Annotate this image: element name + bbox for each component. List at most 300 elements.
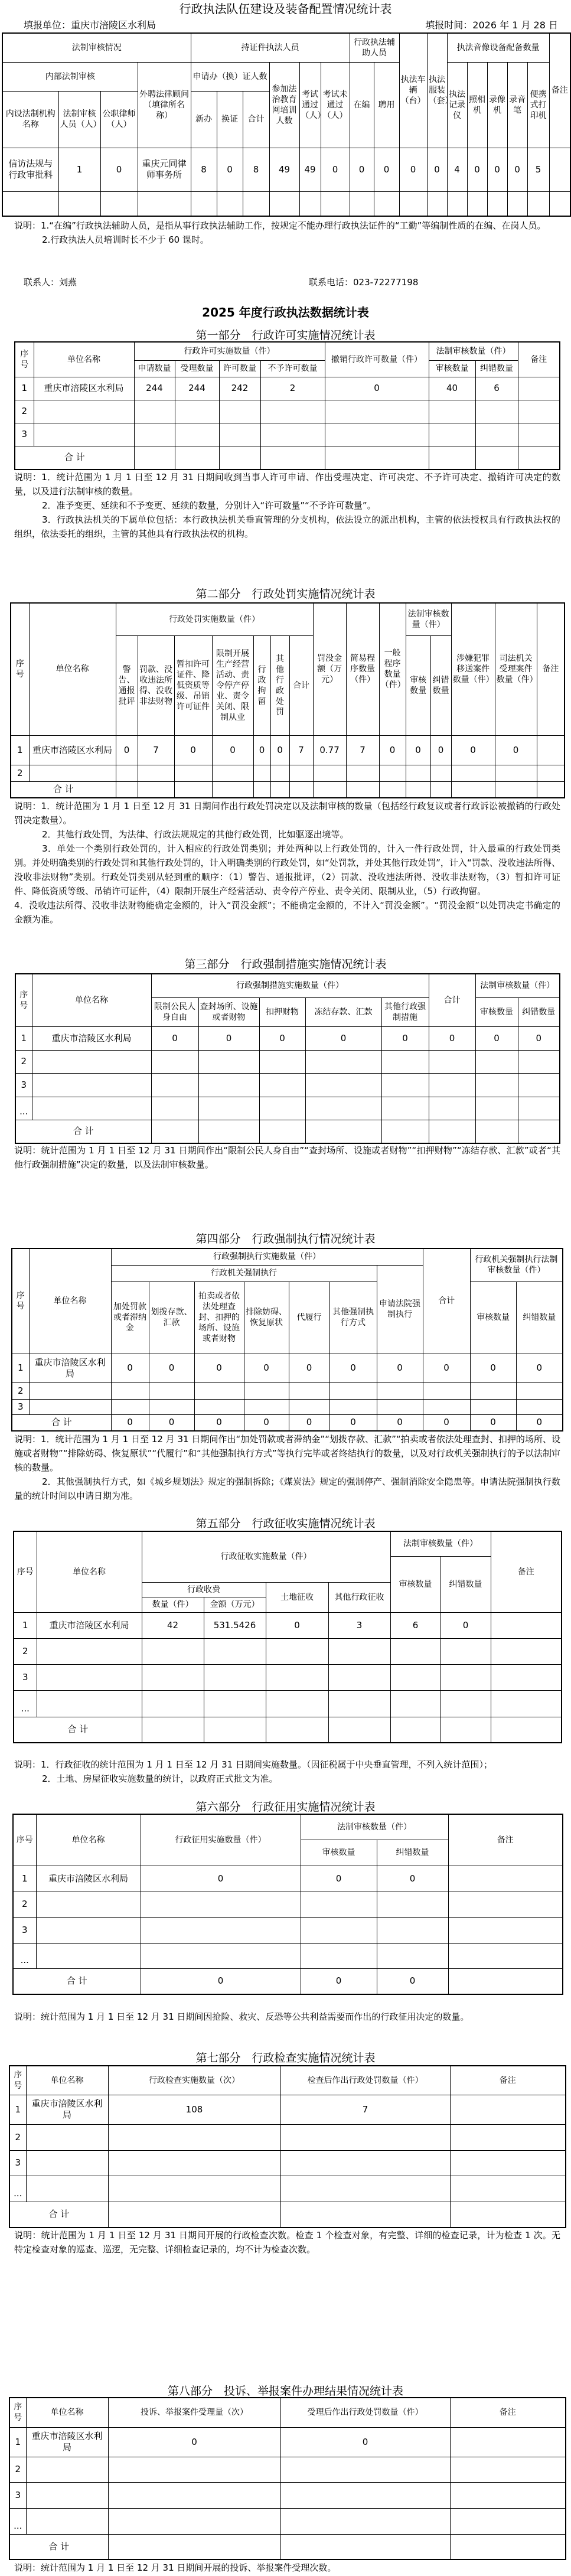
value-cell: 0 <box>111 1354 149 1382</box>
value-cell: 0 <box>516 1354 563 1382</box>
note-paragraph: 说明：统计范围为 1 月 1 日至 12 月 31 日期间因抢险、救灾、反恐等公共利益需要而作出的行政征用决定的数量。 <box>14 2011 469 2022</box>
header-unit: 单位名称 <box>36 1814 141 1866</box>
header-no: 序号 <box>14 1531 37 1612</box>
unit-name-cell <box>37 1690 142 1717</box>
value-cell: 0 <box>266 1612 328 1638</box>
unit-name-cell <box>36 1943 141 1968</box>
header-training: 参加法治教育网培训人数 <box>269 62 299 148</box>
part7-notes <box>14 2228 560 2257</box>
value-cell <box>518 377 560 400</box>
header-new-cert: 新办 <box>191 91 217 148</box>
header-legal-review: 法制审核情况 <box>2 33 191 62</box>
header-warning: 警告、通报批评 <box>116 635 138 735</box>
value-cell <box>377 1917 448 1943</box>
value-cell <box>280 2202 450 2228</box>
fill-unit: 填报单位：重庆市涪陵区水利局 <box>24 19 156 31</box>
value-cell <box>487 191 507 216</box>
header-video-camera: 录像机 <box>487 62 507 148</box>
value-cell: 0 <box>379 735 406 765</box>
value-cell: 0 <box>329 1354 377 1382</box>
value-cell: 0 <box>430 735 451 765</box>
header-fees: 行政收费 <box>142 1582 266 1597</box>
value-cell <box>507 191 527 216</box>
total-row <box>15 446 560 469</box>
part5-notes <box>14 1757 560 1786</box>
value-cell: 0 <box>149 1354 194 1382</box>
value-cell: 42 <box>142 1612 204 1638</box>
header-remarks: 备注 <box>448 1814 563 1866</box>
value-cell <box>325 400 429 423</box>
header-reviewers: 法制审核人员（人） <box>58 91 100 148</box>
value-cell <box>212 781 253 798</box>
total-label: 合 计 <box>11 781 116 798</box>
value-cell <box>191 191 217 216</box>
part3-title: 第三部分 行政强制措施实施情况统计表 <box>184 958 387 971</box>
value-cell <box>259 1097 305 1120</box>
value-cell <box>198 1120 259 1143</box>
header-corrected: 纠错数量 <box>518 997 560 1026</box>
value-cell <box>259 1050 305 1073</box>
value-cell <box>134 400 175 423</box>
part6-title: 第六部分 行政征用实施情况统计表 <box>195 1801 376 1814</box>
value-cell <box>441 1690 491 1717</box>
unit-name-cell <box>26 2176 108 2202</box>
value-cell: 531.5426 <box>204 1612 266 1638</box>
value-cell: 7 <box>138 735 174 765</box>
value-cell <box>475 1073 518 1097</box>
header-corrected: 纠错数量 <box>377 1840 448 1866</box>
value-cell: 0 <box>329 1414 377 1431</box>
unit-name-cell <box>134 446 175 469</box>
header-fine: 罚款、没收违法所得、没收非法财物 <box>138 635 174 735</box>
part7-title: 第七部分 行政检查实施情况统计表 <box>195 2052 376 2065</box>
total-row <box>13 1968 563 1994</box>
value-cell <box>381 1097 429 1120</box>
header-other-enforcement: 其他强制执行方式 <box>329 1282 377 1354</box>
unit-name-cell <box>108 2534 280 2559</box>
row-number-cell: 3 <box>9 2150 26 2176</box>
value-cell <box>451 765 495 781</box>
value-cell <box>108 2150 280 2176</box>
value-cell: 0 <box>289 1414 329 1431</box>
table-row <box>13 1892 563 1917</box>
unit-name-cell <box>29 1382 111 1399</box>
table-row <box>9 2482 566 2508</box>
header-penalties-after-inspection: 检查后作出行政处罚数量（件） <box>280 2066 450 2095</box>
value-cell: 0 <box>321 148 350 191</box>
value-cell: 0 <box>305 1026 381 1050</box>
header-review: 法制审核数量（件） <box>390 1531 491 1556</box>
unit-name-cell <box>36 1917 141 1943</box>
row-number-cell: 2 <box>14 1638 37 1664</box>
value-cell <box>108 2457 280 2482</box>
header-permits: 行政许可实施数量（件） <box>134 342 325 360</box>
header-revoke: 撤销行政许可数量（件） <box>325 342 429 377</box>
header-row <box>13 1814 563 1840</box>
value-cell <box>518 1073 560 1097</box>
note-paragraph: 说明：1.“在编”行政执法辅助人员，是指从事行政执法辅助工作，按规定不能办理行政执法证件的“工勤”等编制性质的在编、在岗人员。 <box>14 220 546 231</box>
header-remarks: 备注 <box>549 33 570 148</box>
header-review: 法制审核数量（件） <box>406 603 451 635</box>
header-reviewed: 审核数量 <box>475 997 518 1026</box>
value-cell <box>280 2508 450 2534</box>
row-number-cell: 3 <box>9 2482 26 2508</box>
value-cell <box>217 191 243 216</box>
value-cell <box>441 1638 491 1664</box>
value-cell <box>549 191 570 216</box>
value-cell <box>305 1073 381 1097</box>
value-cell <box>377 1892 448 1917</box>
value-cell <box>430 765 451 781</box>
table-row <box>9 2427 566 2457</box>
org-name-cell <box>2 191 58 216</box>
value-cell <box>406 781 430 798</box>
header-unit: 单位名称 <box>26 2066 108 2095</box>
value-cell <box>450 2482 566 2508</box>
header-no: 序号 <box>9 2066 26 2095</box>
value-cell: 0 <box>470 1354 516 1382</box>
value-cell <box>301 1917 377 1943</box>
table-row <box>15 423 560 446</box>
value-cell <box>450 2176 566 2202</box>
value-cell: 0 <box>516 1414 563 1431</box>
header-total: 合计 <box>423 1248 470 1354</box>
value-cell <box>329 1382 377 1399</box>
table-row <box>15 1073 560 1097</box>
value-cell <box>475 1050 518 1073</box>
value-cell: 0 <box>141 1866 301 1892</box>
row-number-cell: ... <box>9 2508 26 2534</box>
value-cell <box>430 781 451 798</box>
counsel-cell <box>138 191 191 216</box>
value-cell <box>448 1892 563 1917</box>
row-number-cell: 3 <box>15 423 34 446</box>
value-cell <box>108 2176 280 2202</box>
value-cell <box>253 781 270 798</box>
value-cell <box>448 1943 563 1968</box>
value-cell: 0 <box>406 735 430 765</box>
value-cell <box>518 1120 560 1143</box>
value-cell <box>260 400 325 423</box>
row-number-cell: 3 <box>12 1399 29 1414</box>
table-body <box>9 2427 566 2559</box>
header-on-staff: 在编 <box>350 62 374 148</box>
value-cell <box>138 765 174 781</box>
header-vehicles: 执法车辆（台） <box>399 33 427 148</box>
unit-name-cell <box>32 1097 151 1120</box>
row-number-cell: 2 <box>12 1382 29 1399</box>
part3-notes <box>14 1143 560 1172</box>
value-cell: 0 <box>149 1414 194 1431</box>
header-row <box>9 2066 566 2095</box>
value-cell <box>313 781 346 798</box>
part1-notes <box>14 470 560 541</box>
note-paragraph: 说明：1．统计范围为 1 月 1 日至 12 月 31 日期间作出行政处罚决定以及法制审核的数量（包括经行政复议或者行政诉讼被撤销的行政处罚决定数量）。 <box>14 801 560 826</box>
row-number-cell: 1 <box>12 1354 29 1382</box>
table-row <box>13 1866 563 1892</box>
value-cell <box>475 423 518 446</box>
header-detention: 行政拘留 <box>253 635 270 735</box>
value-cell: 0 <box>427 148 447 191</box>
header-voice-recorder: 录音笔 <box>507 62 527 148</box>
value-cell <box>381 1073 429 1097</box>
value-cell: 0 <box>451 735 495 765</box>
header-public-lawyers: 公职律师（人） <box>100 91 138 148</box>
value-cell <box>204 1717 266 1743</box>
total-row <box>12 1414 563 1431</box>
header-review: 行政机关强制执行法制审核数量（件） <box>470 1248 563 1282</box>
value-cell <box>448 1866 563 1892</box>
value-cell: 0 <box>244 1354 289 1382</box>
value-cell <box>379 781 406 798</box>
row-number-cell: 1 <box>14 1612 37 1638</box>
value-cell <box>219 423 260 446</box>
total-label: 合 计 <box>15 1120 151 1143</box>
value-cell: 0 <box>350 148 374 191</box>
header-printer: 便携式打印机 <box>527 62 549 148</box>
value-cell <box>518 446 560 469</box>
value-cell <box>259 1073 305 1097</box>
part4-title: 第四部分 行政强制执行情况统计表 <box>195 1232 376 1245</box>
header-review: 法制审核数量（件） <box>429 342 518 360</box>
header-internal-org: 内设法制机构名称 <box>2 91 58 148</box>
total-label: 合 计 <box>14 1717 142 1743</box>
value-cell <box>280 2176 450 2202</box>
value-cell <box>518 1097 560 1120</box>
header-other-levy: 其他行政征收 <box>328 1582 390 1612</box>
value-cell <box>175 423 219 446</box>
value-cell <box>212 765 253 781</box>
value-cell: 4 <box>447 148 467 191</box>
value-cell: 0 <box>325 377 429 400</box>
value-cell <box>537 765 565 781</box>
table-row <box>9 2457 566 2482</box>
value-cell <box>441 1717 491 1743</box>
header-seal: 查封场所、设施或者财物 <box>198 997 259 1026</box>
value-cell <box>204 1690 266 1717</box>
header-no: 序号 <box>11 603 29 735</box>
row-number-cell: 2 <box>11 765 29 781</box>
unit-name-cell <box>26 2508 108 2534</box>
value-cell: 0 <box>518 1026 560 1050</box>
value-cell <box>149 1399 194 1414</box>
header-penalties-after-complaint: 受理后作出行政处罚数量（件） <box>280 2398 450 2427</box>
header-unit: 单位名称 <box>32 974 151 1026</box>
value-cell <box>399 191 427 216</box>
unit-name-cell <box>116 781 138 798</box>
note-paragraph: 说明：1．统计范围为 1 月 1 日至 12 月 31 日期间作出“加处罚款或者滞纳金”“划拨存款、汇款”“拍卖或者依法处理查封、扣押的场所、设施或者财物”“排除妨碍、恢复原状”“代履行”和“其他强制执行方式”等执行完毕或者终结执行的数量，以及对行政机关强制执行的予以法制审核的数量。 <box>14 1434 560 1473</box>
header-review: 法制审核数量（件） <box>301 1814 448 1840</box>
header-late-fee: 加处罚款或者滞纳金 <box>111 1282 149 1354</box>
value-cell <box>390 1717 441 1743</box>
value-cell <box>518 400 560 423</box>
value-cell <box>266 1717 328 1743</box>
note-paragraph: 说明：统计范围为 1 月 1 日至 12 月 31 日期间作出“限制公民人身自由”“查封场所、设施或者财物”“扣押财物”“冻结存款、汇款”或者“其他行政强制措施”决定的数量，以及法制审核数量。 <box>14 1145 560 1170</box>
value-cell <box>328 1664 390 1690</box>
table-row <box>9 2176 566 2202</box>
note-paragraph: 2．其他行政处罚，为法律、行政法规规定的其他行政处罚，比如驱逐出境等。 <box>42 829 349 840</box>
unit-name-cell <box>34 423 134 446</box>
value-cell <box>549 148 570 191</box>
header-measures: 行政强制措施实施数量（件） <box>151 974 429 997</box>
fill-time: 填报时间：2026 年 1 月 28 日 <box>425 19 558 31</box>
value-cell <box>313 765 346 781</box>
value-cell <box>427 191 447 216</box>
note-paragraph: 4．没收违法所得、没收非法财物能确定金额的，计入“罚没金额”；不能确定金额的，不计入“罚没金额”。“罚没金额”以处罚决定书确定的金额为准。 <box>14 900 560 925</box>
part2-title: 第二部分 行政处罚实施情况统计表 <box>195 588 376 601</box>
table-row <box>12 1399 563 1414</box>
unit-name-cell: 重庆市涪陵区水利局 <box>26 2095 108 2124</box>
value-cell: 0 <box>116 735 138 765</box>
header-restrict: 限制开展生产经营活动、责令停产停业、责令关闭、限制从业 <box>212 635 253 735</box>
value-cell <box>253 765 270 781</box>
part7-inspection-table <box>9 2065 566 2228</box>
value-cell: 0 <box>381 1026 429 1050</box>
value-cell: 0 <box>377 1354 423 1382</box>
value-cell: 0 <box>467 148 487 191</box>
header-fine-amount: 罚没金额（万元） <box>313 603 346 735</box>
value-cell: 1 <box>58 148 100 191</box>
value-cell: 8 <box>191 148 217 191</box>
value-cell <box>260 446 325 469</box>
value-cell: 0 <box>253 735 270 765</box>
row-number-cell: ... <box>9 2176 26 2202</box>
header-reviewed: 审核数量 <box>429 360 475 377</box>
header-corrected: 纠错数量 <box>475 360 518 377</box>
report-title: 2025 年度行政执法数据统计表 <box>202 305 369 319</box>
value-cell: 0 <box>301 1866 377 1892</box>
value-cell <box>325 446 429 469</box>
unit-name-cell <box>34 400 134 423</box>
header-general-procedure: 一般程序数量（件） <box>379 603 406 735</box>
table-body <box>15 377 560 469</box>
header-remove-obstruction: 排除妨碍、恢复原状 <box>244 1282 289 1354</box>
unit-name-cell <box>32 1073 151 1097</box>
value-cell <box>266 1638 328 1664</box>
value-cell: 6 <box>390 1612 441 1638</box>
header-penalties: 行政处罚实施数量（件） <box>116 603 313 635</box>
header-substitute: 代履行 <box>289 1282 329 1354</box>
value-cell <box>244 1382 289 1399</box>
unit-name-cell <box>32 1050 151 1073</box>
header-apply: 申请数量 <box>134 360 175 377</box>
table-row <box>15 1050 560 1073</box>
value-cell <box>321 191 350 216</box>
value-cell <box>328 1717 390 1743</box>
header-suspend: 暂扣许可证件、降低资质等级、吊销许可证件 <box>174 635 212 735</box>
value-cell <box>134 423 175 446</box>
header-restrict-freedom: 限制公民人身自由 <box>151 997 198 1026</box>
row-number-cell: 2 <box>15 400 34 423</box>
value-cell: 244 <box>175 377 219 400</box>
note-paragraph: 2．准予变更、延续和不予变更、延续的数量，分别计入“许可数量”“不予许可数量”。 <box>42 500 376 511</box>
value-cell <box>219 446 260 469</box>
value-cell: 0 <box>507 148 527 191</box>
value-cell <box>259 1120 305 1143</box>
row-number-cell: 2 <box>13 1892 36 1917</box>
unit-name-cell: 0 <box>141 1968 301 1994</box>
value-cell <box>518 1050 560 1073</box>
part2-notes <box>14 799 560 927</box>
table-row <box>13 1943 563 1968</box>
header-row <box>15 974 560 997</box>
unit-name-cell <box>26 2457 108 2482</box>
header-recorder: 执法记录仪 <box>447 62 467 148</box>
header-deny: 不予许可数量 <box>260 360 325 377</box>
unit-name-cell: 重庆市涪陵区水利局 <box>29 1354 111 1382</box>
value-cell: 7 <box>280 2095 450 2124</box>
header-av-equipment: 执法音像设备配备数量 <box>447 33 549 62</box>
header-land: 土地征收 <box>266 1582 328 1612</box>
header-corrected: 纠错数量 <box>516 1282 563 1354</box>
value-cell <box>429 446 475 469</box>
header-accept: 受理数量 <box>175 360 219 377</box>
value-cell <box>174 781 212 798</box>
value-cell: 0 <box>259 1026 305 1050</box>
value-cell <box>270 781 289 798</box>
header-row <box>12 1248 563 1265</box>
value-cell <box>289 765 313 781</box>
value-cell: 3 <box>328 1612 390 1638</box>
note-paragraph: 3．单处一个类别行政处罚的，计入相应的行政处罚类别；并处两种以上行政处罚的，计入一件行政处罚，计入最重的行政处罚类别。并处明确类别的行政处罚和其他行政处罚的，计入明确类别的行政处罚，如“处罚款，并处其他行政处罚”，计入“罚款、没收违法所得、没收非法财物”类别。行政处罚类别从轻到重的顺序：（1）警告、通报批评，（2）罚款、没收违法所得、没收非法财物，（3）暂扣许可证件、降低资质等级、吊销许可证件，（4）限制开展生产经营活动、责令停产停业、责令关闭、限制从业，（5）行政拘留。 <box>14 843 560 896</box>
header-uniforms: 执法服装（套） <box>427 33 447 148</box>
header-remarks: 备注 <box>491 1531 562 1612</box>
total-row <box>9 2202 566 2228</box>
value-cell <box>151 1050 198 1073</box>
counsel-cell: 重庆元同律师事务所 <box>138 148 191 191</box>
header-inspections: 行政检查实施数量（次） <box>108 2066 280 2095</box>
value-cell <box>100 191 138 216</box>
value-cell <box>141 1917 301 1943</box>
value-cell <box>390 1638 441 1664</box>
value-cell: 108 <box>108 2095 280 2124</box>
value-cell <box>108 2482 280 2508</box>
row-number-cell: 1 <box>13 1866 36 1892</box>
value-cell: 0 <box>399 148 427 191</box>
value-cell <box>346 765 379 781</box>
value-cell <box>467 191 487 216</box>
value-cell <box>429 1073 475 1097</box>
table-row <box>14 1638 562 1664</box>
value-cell <box>516 1382 563 1399</box>
value-cell <box>537 735 565 765</box>
value-cell: 40 <box>429 377 475 400</box>
header-court-enforcement: 申请法院强制执行 <box>377 1265 423 1354</box>
value-cell <box>429 400 475 423</box>
value-cell: 0 <box>194 1354 244 1382</box>
value-cell <box>518 423 560 446</box>
value-cell <box>305 1050 381 1073</box>
header-reviewed: 审核数量 <box>390 1556 441 1612</box>
header-corrected: 纠错数量 <box>441 1556 491 1612</box>
value-cell: 49 <box>299 148 321 191</box>
value-cell: 0 <box>217 148 243 191</box>
unit-name-cell: 重庆市涪陵区水利局 <box>26 2427 108 2457</box>
row-number-cell: ... <box>14 1690 37 1717</box>
value-cell <box>491 1690 562 1717</box>
table-row <box>9 2150 566 2176</box>
value-cell <box>328 1638 390 1664</box>
value-cell: 0 <box>495 735 537 765</box>
header-corrected: 纠错数量 <box>430 635 451 735</box>
value-cell: 0 <box>470 1414 516 1431</box>
header-cert-applicants: 申请办（换）证人数 <box>191 62 269 91</box>
table-body <box>2 148 570 216</box>
value-cell <box>305 1120 381 1143</box>
value-cell: 0 <box>377 1414 423 1431</box>
part5-levy-table <box>13 1531 562 1743</box>
value-cell: 244 <box>134 377 175 400</box>
